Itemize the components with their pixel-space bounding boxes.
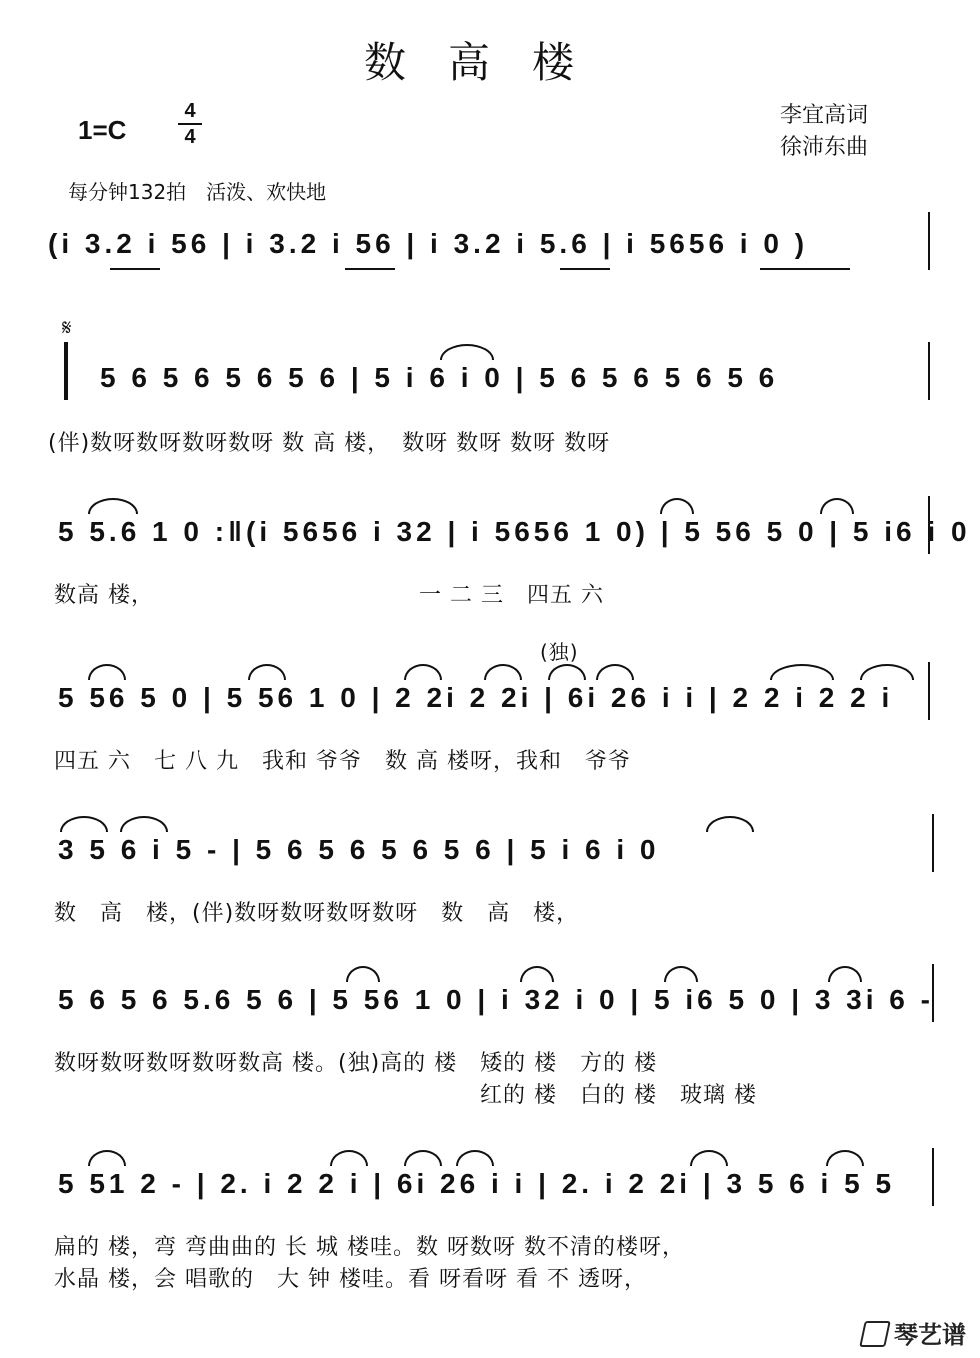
lyricist-credit: 李宜高词	[780, 103, 869, 128]
slur	[88, 498, 138, 514]
slur	[88, 664, 126, 680]
score-title: 数高楼	[363, 38, 616, 87]
notation-line-1: (i 3.2 i 56 | i 3.2 i 56 | i 3.2 i 5.6 | i 5656 i 0 )	[48, 228, 809, 259]
solo-marking: (独)	[540, 640, 579, 664]
slur	[440, 344, 494, 360]
notation-line-6: 5 6 5 6 5.6 5 6 | 5 56 1 0 | i 32 i 0 | 5 i6 5 0 | 3 3i 6 -	[58, 984, 934, 1015]
slur	[820, 498, 854, 514]
barline	[928, 342, 930, 400]
meter-bottom: 4	[184, 126, 196, 148]
time-signature	[178, 100, 202, 148]
beam-underline	[110, 268, 160, 270]
tempo-marking: 每分钟132拍 活泼、欢快地	[68, 180, 327, 204]
notation-line-5: 3 5 6 i 5 - | 5 6 5 6 5 6 5 6 | 5 i 6 i 0	[58, 834, 660, 865]
lyrics-line-4: 四五 六 七 八 九 我和 爷爷 数 高 楼呀，我和 爷爷	[54, 749, 631, 774]
notation-line-2: 5 6 5 6 5 6 5 6 | 5 i 6 i 0 | 5 6 5 6 5 6 5 6	[100, 362, 779, 393]
meter-divider	[178, 123, 202, 125]
barline	[932, 814, 934, 872]
barline	[928, 662, 930, 720]
logo-icon	[859, 1321, 891, 1347]
site-watermark	[862, 1315, 966, 1350]
slur	[826, 1150, 864, 1166]
slur	[484, 664, 522, 680]
slur	[770, 664, 834, 680]
notation-line-7: 5 51 2 - | 2. i 2 2 i | 6i 26 i i | 2. i 2 2i | 3 5 6 i 5 5	[58, 1168, 896, 1199]
barline	[932, 1148, 934, 1206]
slur	[520, 966, 554, 982]
slur	[548, 664, 586, 680]
slur	[88, 1150, 126, 1166]
lyrics-line-5: 数 高 楼，(伴)数呀数呀数呀数呀 数 高 楼，	[54, 901, 580, 926]
slur	[330, 1150, 368, 1166]
slur	[596, 664, 634, 680]
key-signature: 1=C	[78, 115, 127, 145]
slur	[248, 664, 286, 680]
slur	[60, 816, 108, 832]
slur	[828, 966, 862, 982]
slur	[690, 1150, 728, 1166]
slur	[120, 816, 168, 832]
notation-line-3: 5 5.6 1 0 :‖(i 5656 i 32 | i 5656 1 0) | 5 56 5 0 | 5 i6 i 0	[58, 516, 971, 547]
slur	[860, 664, 914, 680]
slur	[346, 966, 380, 982]
lyrics-line-3: 数高 楼， 一 二 三 四五 六	[54, 583, 604, 608]
lyrics-line-7: 扁的 楼，弯 弯曲曲的 长 城 楼哇。数 呀数呀 数不清的楼呀，	[54, 1235, 685, 1260]
repeat-start-barline	[64, 342, 68, 400]
slur	[456, 1150, 494, 1166]
slur	[404, 664, 442, 680]
barline	[928, 496, 930, 554]
slur	[404, 1150, 442, 1166]
notation-line-4: 5 56 5 0 | 5 56 1 0 | 2 2i 2 2i | 6i 26 i i | 2 2 i 2 2 i	[58, 682, 894, 713]
composer-credit: 徐沛东曲	[780, 135, 869, 160]
beam-underline	[560, 268, 610, 270]
barline	[932, 964, 934, 1022]
slur	[664, 966, 698, 982]
lyrics-line-6: 数呀数呀数呀数呀数高 楼。(独)高的 楼 矮的 楼 方的 楼	[54, 1051, 658, 1076]
slur	[706, 816, 754, 832]
watermark-text: 琴艺谱	[894, 1321, 966, 1349]
lyrics-line-2: (伴)数呀数呀数呀数呀 数 高 楼， 数呀 数呀 数呀 数呀	[48, 431, 611, 456]
beam-underline	[760, 268, 850, 270]
meter-top: 4	[184, 100, 196, 122]
beam-underline	[345, 268, 395, 270]
barline	[928, 212, 930, 270]
lyrics-line-7b: 水晶 楼，会 唱歌的 大 钟 楼哇。看 呀看呀 看 不 透呀，	[54, 1267, 647, 1292]
segno-icon: 𝄋	[62, 316, 72, 341]
lyrics-line-6b: 红的 楼 白的 楼 玻璃 楼	[480, 1083, 757, 1108]
slur	[660, 498, 694, 514]
